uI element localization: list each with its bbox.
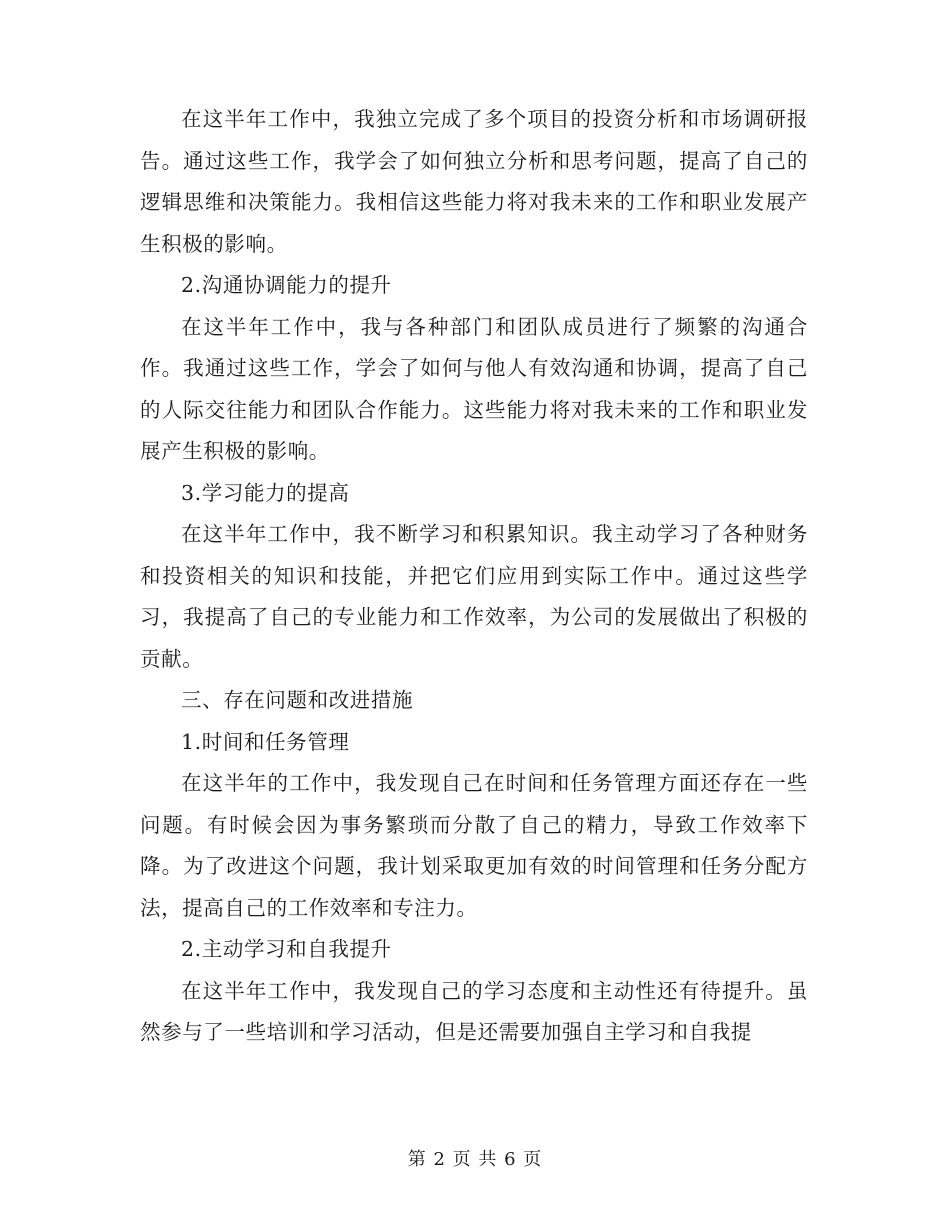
- paragraph-independent-analysis: 在这半年工作中，我独立完成了多个项目的投资分析和市场调研报告。通过这些工作，我学会了如何独立分析和思考问题，提高了自己的逻辑思维和决策能力。我相信这些能力将对我未来的工作和职业发展产生积极的影响。: [140, 107, 808, 256]
- heading-time-task-management: 1.时间和任务管理: [181, 729, 350, 754]
- paragraph-time-management: 在这半年的工作中，我发现自己在时间和任务管理方面还存在一些问题。有时候会因为事务繁琐而分散了自己的精力，导致工作效率下降。为了改进这个问题，我计划采取更加有效的时间管理和任务分配方法，提高自己的工作效率和专注力。: [140, 771, 808, 920]
- paragraph-communication: 在这半年工作中，我与各种部门和团队成员进行了频繁的沟通合作。我通过这些工作，学会了如何与他人有效沟通和协调，提高了自己的人际交往能力和团队合作能力。这些能力将对我未来的工作和职业发展产生积极的影响。: [140, 314, 808, 463]
- heading-communication-skills: 2.沟通协调能力的提升: [181, 273, 392, 297]
- section-heading-problems-improvements: 三、存在问题和改进措施: [181, 688, 414, 712]
- document-body: [140, 99, 808, 1054]
- heading-learning-ability: 3.学习能力的提高: [181, 480, 350, 505]
- paragraph-learning: 在这半年工作中，我不断学习和积累知识。我主动学习了各种财务和投资相关的知识和技能，并把它们应用到实际工作中。通过这些学习，我提高了自己的专业能力和工作效率，为公司的发展做出了积极的贡献。: [140, 522, 808, 671]
- heading-self-improvement: 2.主动学习和自我提升: [181, 937, 392, 961]
- paragraph-self-improvement: 在这半年工作中，我发现自己的学习态度和主动性还有待提升。虽然参与了一些培训和学习活动，但是还需要加强自主学习和自我提: [140, 978, 808, 1044]
- page-number-footer: 第 2 页 共 6 页: [407, 1149, 543, 1170]
